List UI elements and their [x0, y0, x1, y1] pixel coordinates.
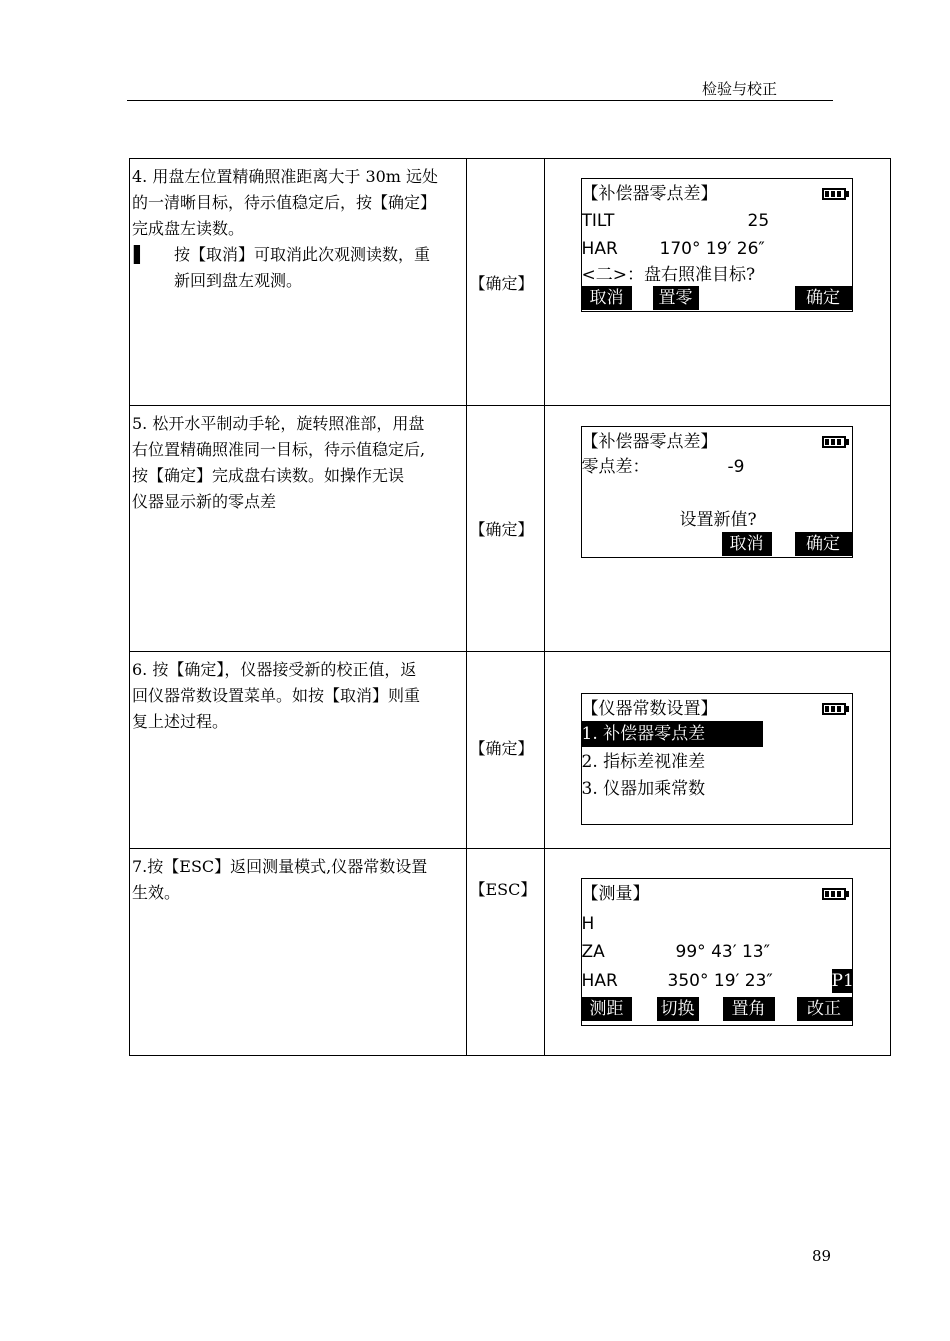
key-cell: [467, 849, 544, 1056]
desc-line: 生效。: [132, 883, 181, 902]
table-row: [130, 849, 891, 1056]
key-cell: [467, 159, 544, 406]
row-value: 170° 19′ 26″: [659, 239, 765, 259]
desc-line: 仪器显示新的零点差: [132, 492, 277, 511]
lcd-screen: [581, 693, 853, 825]
softkey-cancel[interactable]: 取消: [582, 286, 632, 310]
row-label: TILT: [581, 211, 615, 231]
note-bullet: ▌: [134, 245, 147, 264]
key-label: 【确定】: [469, 274, 534, 293]
lcd-screen: [581, 426, 853, 558]
page-number: 89: [812, 1247, 832, 1265]
menu-item-compensator[interactable]: 1. 补偿器零点差: [582, 721, 763, 747]
note: [132, 242, 464, 294]
desc-line: 4. 用盘左位置精确照准距离大于 30m 远处: [132, 167, 439, 186]
screen-prompt: 设置新值?: [679, 510, 757, 530]
note-line: 新回到盘左观测。: [174, 271, 303, 290]
row-label: HAR: [581, 239, 618, 259]
softkey-ok[interactable]: 确定: [795, 286, 852, 310]
row-value: -9: [727, 457, 745, 477]
screen-cell: [544, 159, 890, 406]
screen-title: 【补偿器零点差】: [581, 432, 718, 452]
key-cell: [467, 652, 544, 849]
lcd-screen: [581, 178, 853, 312]
screen-row: [582, 208, 852, 234]
screen-cell: [544, 652, 890, 849]
screen-row: [582, 454, 852, 480]
battery-icon: [822, 188, 846, 200]
key-label: 【确定】: [469, 520, 534, 539]
softkey-ok[interactable]: 确定: [795, 532, 852, 556]
screen-row: <二>：盘右照准目标?: [581, 265, 756, 285]
header-title: 检验与校正: [702, 80, 778, 98]
step-description: [130, 406, 467, 652]
screen-cell: [544, 406, 890, 652]
softkey-zero[interactable]: 置零: [653, 286, 699, 310]
key-label: 【确定】: [469, 739, 534, 758]
menu-item-constants[interactable]: 3. 仪器加乘常数: [581, 779, 706, 799]
desc-line: 5. 松开水平制动手轮，旋转照准部，用盘: [132, 414, 425, 433]
step-description: [130, 159, 467, 406]
row-value: 99° 43′ 13″: [675, 942, 770, 962]
screen-title: 【测量】: [581, 884, 650, 904]
row-value: 350° 19′ 23″: [667, 971, 773, 991]
battery-icon: [822, 436, 846, 448]
step-description: [130, 849, 467, 1056]
screen-row: [582, 939, 852, 965]
softkey-correction[interactable]: 改正: [797, 997, 852, 1021]
screen-row: [582, 236, 852, 262]
desc-line: 6. 按【确定】，仪器接受新的校正值，返: [132, 660, 417, 679]
softkey-measure[interactable]: 测距: [582, 997, 632, 1021]
softkey-switch[interactable]: 切换: [657, 997, 699, 1021]
screen-cell: [544, 849, 890, 1056]
row-label: ZA: [581, 942, 605, 962]
key-cell: [467, 406, 544, 652]
row-label: HAR: [581, 971, 618, 991]
note-line: 按【取消】可取消此次观测读数，重: [174, 245, 431, 264]
screen-row: [582, 968, 852, 994]
battery-icon: [822, 703, 846, 715]
desc-line: 回仪器常数设置菜单。如按【取消】则重: [132, 686, 421, 705]
desc-line: 7.按【ESC】返回测量模式,仪器常数设置: [132, 857, 428, 876]
table-row: [130, 159, 891, 406]
menu-item-index-error[interactable]: 2. 指标差视准差: [581, 752, 706, 772]
softkey-cancel[interactable]: 取消: [722, 532, 772, 556]
desc-line: 完成盘左读数。: [132, 219, 245, 238]
step-description: [130, 652, 467, 849]
key-label: 【ESC】: [469, 880, 537, 899]
desc-line: 右位置精确照准同一目标，待示值稳定后,: [132, 440, 426, 459]
procedure-table: [129, 158, 891, 1056]
screen-title: 【仪器常数设置】: [581, 699, 718, 719]
page-tag: P1: [831, 971, 854, 991]
battery-icon: [822, 888, 846, 900]
table-row: [130, 652, 891, 849]
screen-row: H: [581, 914, 595, 934]
desc-line: 的一清晰目标，待示值稳定后，按【确定】: [132, 193, 437, 212]
desc-line: 复上述过程。: [132, 712, 229, 731]
header-rule: [127, 100, 833, 101]
row-value: 25: [747, 211, 770, 231]
table-row: [130, 406, 891, 652]
row-label: 零点差：: [581, 457, 650, 477]
desc-line: 按【确定】完成盘右读数。如操作无误: [132, 466, 405, 485]
softkey-set-angle[interactable]: 置角: [723, 997, 775, 1021]
lcd-screen: [581, 878, 853, 1026]
screen-title: 【补偿器零点差】: [581, 184, 718, 204]
